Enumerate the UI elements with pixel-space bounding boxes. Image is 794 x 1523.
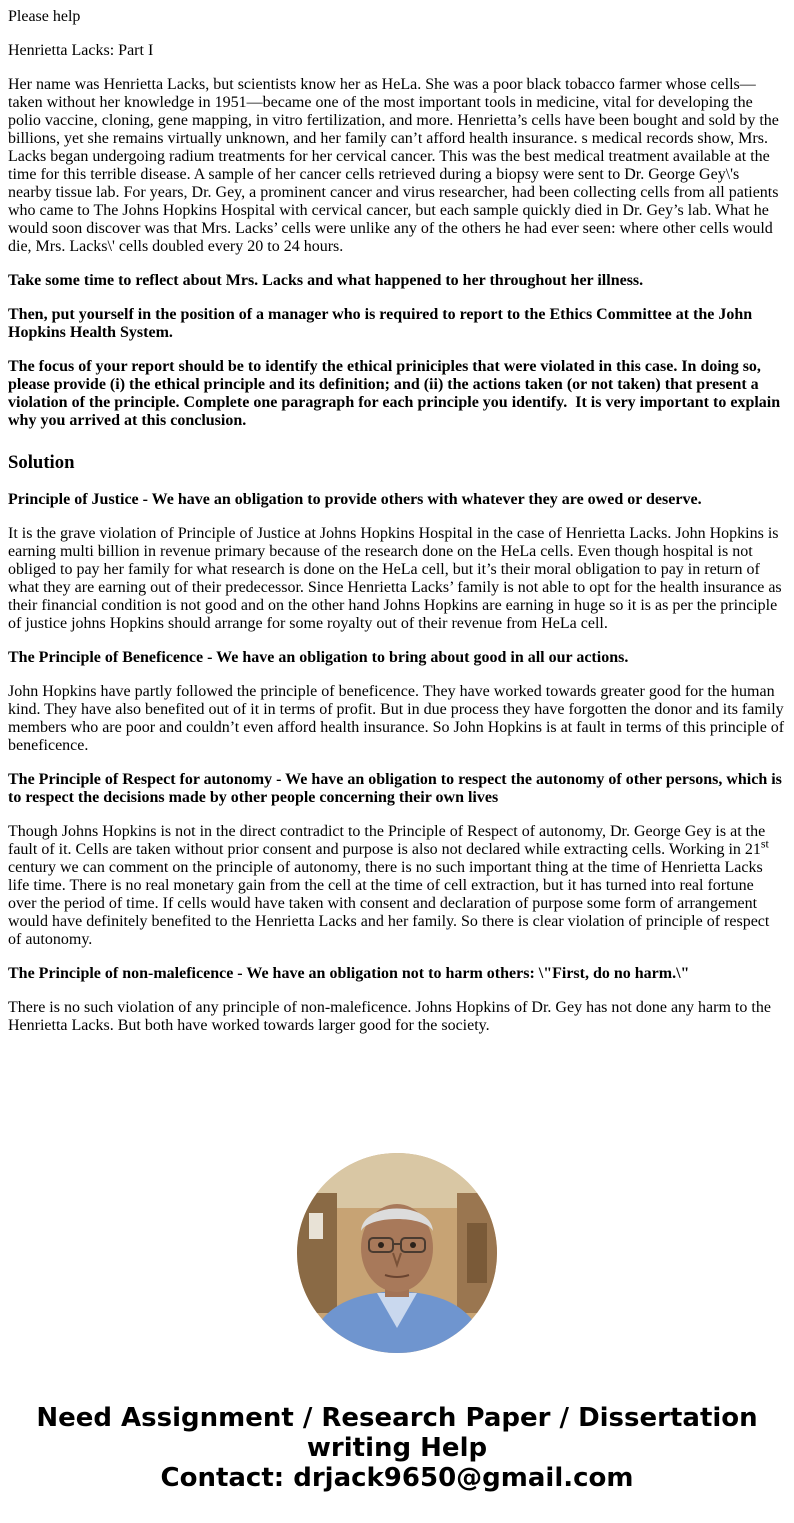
solution-heading: Solution	[8, 452, 75, 473]
promo-contact: Contact: drjack9650@gmail.com	[160, 1463, 634, 1493]
task-reflect: Take some time to reflect about Mrs. Lacks and what happened to her throughout her illness.	[8, 272, 644, 289]
justice-body: It is the grave violation of Principle of Justice at Johns Hopkins Hospital in the case of Henrietta Lacks. John Hopkins is earning multi billion in revenue primary because of the research done on the HeLa cells. Even though hospital is not obliged to pay her family for what research is done on the HeLa cell, but it’s their moral obligation to pay in return of what they are earning out of their predecessor. Since Henrietta Lacks’ family is not able to opt for the health insurance as their financial condition is not good and on the other hand Johns Hopkins are earning in huge so it is as per the principle of justice johns Hopkins should arrange for some royalty out of their revenue from HeLa cell.	[8, 525, 782, 632]
ordinal-suffix: st	[760, 836, 769, 851]
nonmaleficence-title: The Principle of non-maleficence - We have an obligation not to harm others: \"First, do no harm.\"	[8, 965, 690, 982]
autonomy-body	[8, 823, 786, 949]
beneficence-body: John Hopkins have partly followed the principle of beneficence. They have worked towards greater good for the human kind. They have also benefited out of it in terms of profit. But in due process they have forgotten the donor and its family members who are poor and couldn’t even afford health insurance. So John Hopkins is at fault in terms of this principle of beneficence.	[8, 683, 785, 754]
promo-line-2: writing Help	[306, 1433, 488, 1463]
article	[8, 8, 786, 1051]
promo-banner	[0, 1403, 794, 1493]
task-report-focus: The focus of your report should be to identify the ethical priniciples that were violated in this case. In doing so, please provide (i) the ethical principle and its definition; and (ii) the actions taken (or not taken) that present a violation of the principle. Complete one paragraph for each principle you identify. It is very important to explain why you arrived at this conclusion.	[8, 358, 781, 429]
author-portrait-icon	[297, 1153, 497, 1353]
beneficence-title: The Principle of Beneficence - We have an obligation to bring about good in all our actions.	[8, 649, 629, 666]
question-subtitle: Henrietta Lacks: Part I	[8, 42, 154, 59]
autonomy-body-part-b: century we can comment on the principle of autonomy, there is no such important thing at the time of Henrietta Lacks life time. There is no real monetary gain from the cell at the time of cell extraction, but it has turned into real fortune over the period of time. If cells would have taken with consent and declaration of purpose some form of arrangement would have definitely benefited to the Henrietta Lacks and her family. So there is clear violation of principle of respect of autonomy.	[8, 859, 770, 948]
autonomy-title: The Principle of Respect for autonomy - We have an obligation to respect the autonomy of other persons, which is to respect the decisions made by other people concerning their own lives	[8, 771, 782, 806]
question-intro: Her name was Henrietta Lacks, but scientists know her as HeLa. She was a poor black tobacco farmer whose cells—taken without her knowledge in 1951—became one of the most important tools in medicine, vital for developing the polio vaccine, cloning, gene mapping, in vitro fertilization, and more. Henrietta’s cells have been bought and sold by the billions, yet she remains virtually unknown, and her family can’t afford health insurance. s medical records show, Mrs. Lacks began undergoing radium treatments for her cervical cancer. This was the best medical treatment available at the time for this terrible disease. A sample of her cancer cells retrieved during a biopsy were sent to Dr. George Gey\'s nearby tissue lab. For years, Dr. Gey, a prominent cancer and virus researcher, had been collecting cells from all patients who came to The Johns Hopkins Hospital with cervical cancer, but each sample quickly died in Dr. Gey’s lab. What he would soon discover was that Mrs. Lacks’ cells were unlike any of the others he had ever seen: where other cells would die, Mrs. Lacks\' cells doubled every 20 to 24 hours.	[8, 76, 779, 255]
task-manager-role: Then, put yourself in the position of a manager who is required to report to the Ethics Committee at the John Hopkins Health System.	[8, 306, 753, 341]
autonomy-body-part-a: Though Johns Hopkins is not in the direct contradict to the Principle of Respect of autonomy, Dr. George Gey is at the fault of it. Cells are taken without prior consent and purpose is also not declared while extracting cells. Working in 21	[8, 823, 766, 858]
author-avatar	[297, 1153, 497, 1353]
justice-title: Principle of Justice - We have an obligation to provide others with whatever they are owed or deserve.	[8, 491, 702, 508]
question-title: Please help	[8, 8, 81, 25]
nonmaleficence-body: There is no such violation of any principle of non-maleficence. Johns Hopkins of Dr. Gey has not done any harm to the Henrietta Lacks. But both have worked towards larger good for the society.	[8, 999, 771, 1034]
promo-line-1: Need Assignment / Research Paper / Dissertation	[36, 1403, 758, 1433]
